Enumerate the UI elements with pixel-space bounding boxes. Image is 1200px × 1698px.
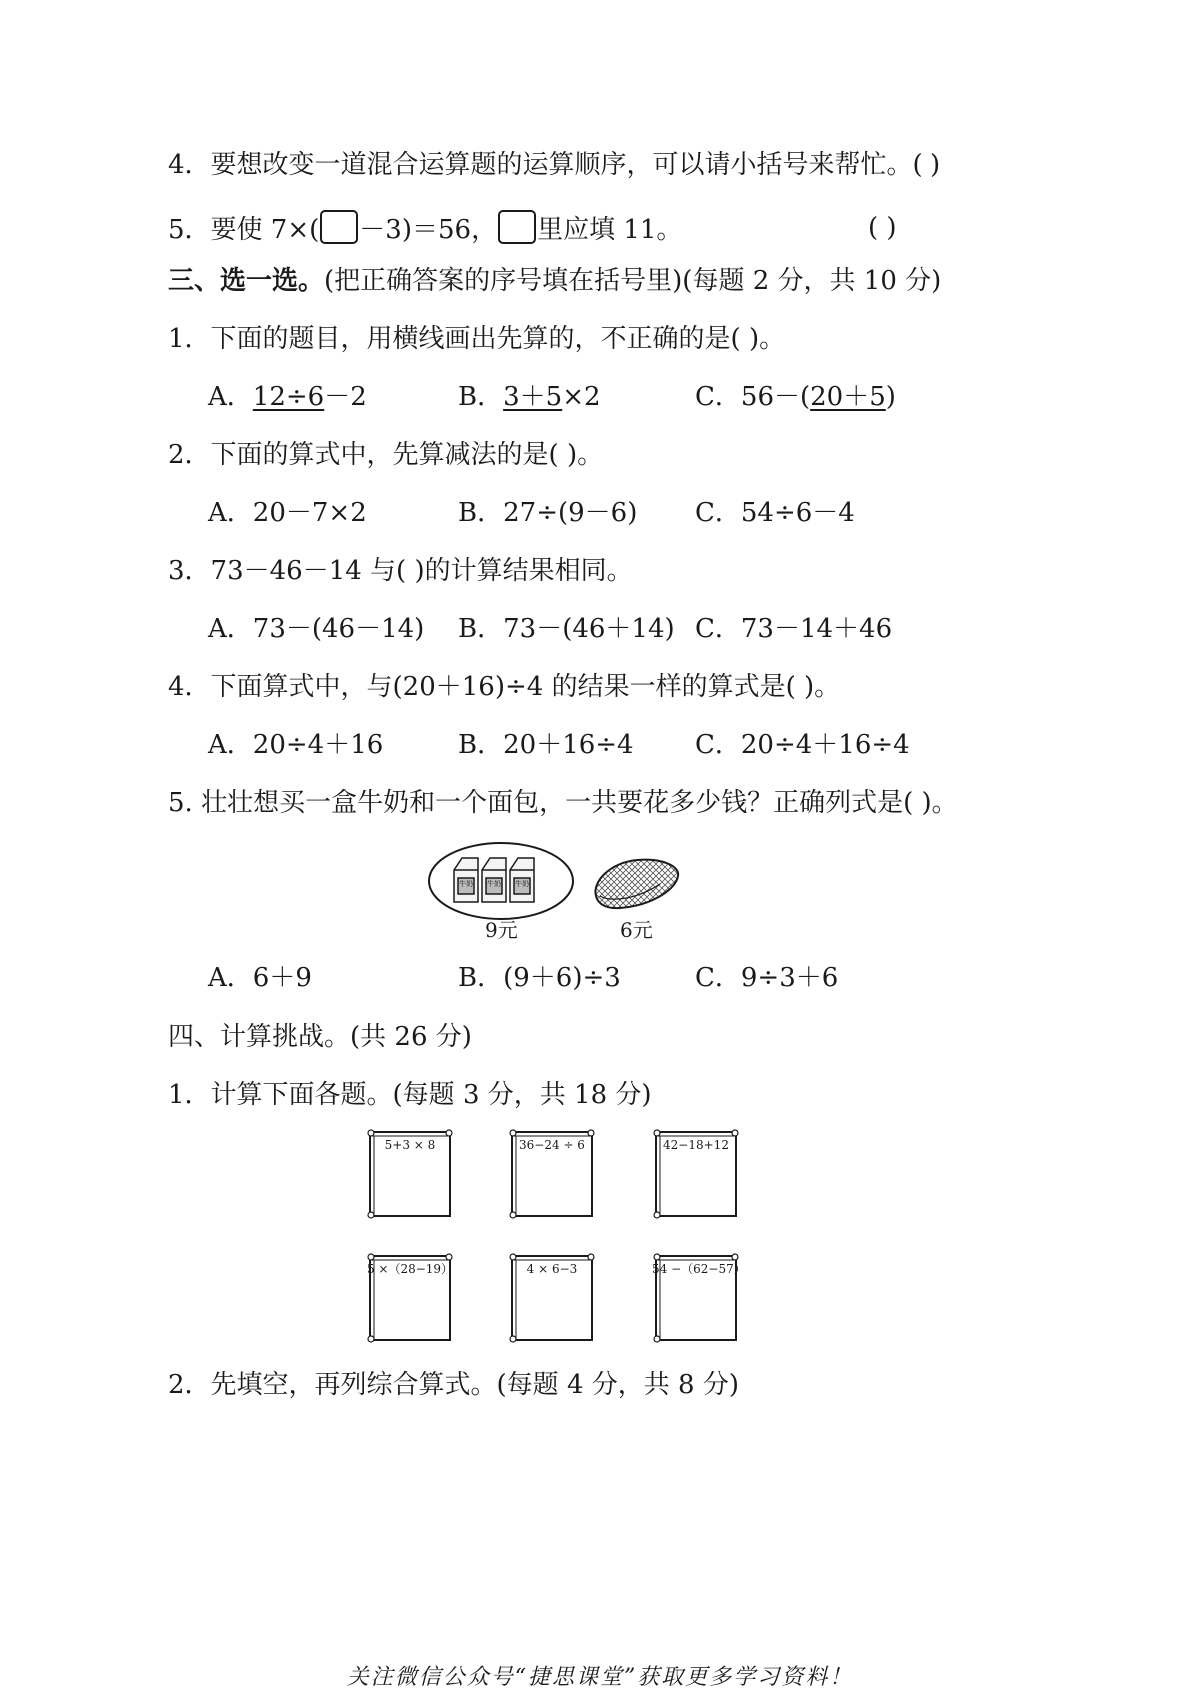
calc-question-2: 2．先填空，再列综合算式。(每题 4 分，共 8 分) [168,1370,739,1400]
answer-paren[interactable]: ( ) [868,213,897,243]
card-expression: 4 × 6−3 [526,1262,578,1276]
question-number: 4． [168,150,211,180]
underlined-part: 12÷6 [252,382,325,412]
question-text: 要想改变一道混合运算题的运算顺序，可以请小括号来帮忙。( [210,150,923,180]
section-title: 四、计算挑战。(共 26 分) [168,1022,472,1052]
bread-illustration [590,852,682,912]
question-number: 5． [168,215,211,245]
option-rest: ×2 [562,382,601,412]
option-label: B． [458,382,504,412]
milk-label: 牛奶 [487,880,501,888]
card-expression: 54 −（62−57） [652,1262,746,1276]
card-expression: 36−24 ÷ 6 [519,1138,585,1152]
footer-note: 关注微信公众号“捷思课堂”获取更多学习资料！ [346,1665,854,1690]
judge-question-4 [168,147,923,183]
card-expression: 5+3 × 8 [384,1138,436,1152]
calc-card[interactable] [508,1128,596,1220]
question-text-post: 里应填 11。 [537,215,683,245]
milk-price: 9元 [485,918,518,942]
option-c[interactable] [695,379,896,415]
option-label: A． [208,382,253,412]
option-b[interactable]: B．(9＋6)÷3 [458,963,621,993]
blank-box[interactable] [320,210,358,244]
calc-card[interactable] [508,1252,596,1344]
calc-card[interactable] [652,1128,740,1220]
question-text-mid: －3)＝56， [359,215,498,245]
option-a[interactable]: A．20－7×2 [208,498,367,528]
choice-question-1: 1．下面的题目，用横线画出先算的，不正确的是( )。 [168,324,786,354]
calc-card[interactable] [366,1128,454,1220]
choice-question-2: 2．下面的算式中，先算减法的是( )。 [168,440,604,470]
option-a[interactable] [208,379,367,415]
option-b[interactable]: B．20＋16÷4 [458,730,634,760]
choice-question-4: 4．下面算式中，与(20＋16)÷4 的结果一样的算式是( )。 [168,672,841,702]
option-b[interactable] [458,379,601,415]
answer-paren-close: ) [930,150,941,180]
bread-price: 6元 [620,918,653,942]
question-text-pre: 要使 7×( [210,215,320,245]
option-c[interactable]: C．9÷3＋6 [695,963,839,993]
card-expression: 42−18+12 [663,1138,729,1152]
option-a[interactable]: A．20÷4＋16 [208,730,384,760]
option-rest: －2 [324,382,367,412]
option-a[interactable]: A．73－(46－14) [208,614,425,644]
option-b[interactable]: B．27÷(9－6) [458,498,638,528]
section-3-heading [168,263,941,299]
choice-question-3: 3．73－46－14 与( )的计算结果相同。 [168,556,633,586]
option-post: ) [885,382,896,412]
milk-label: 牛奶 [459,880,473,888]
option-b[interactable]: B．73－(46＋14) [458,614,675,644]
section-note: (把正确答案的序号填在括号里)(每题 2 分，共 10 分) [324,266,942,296]
calc-question-1: 1．计算下面各题。(每题 3 分，共 18 分) [168,1080,652,1110]
blank-box[interactable] [498,210,536,244]
section-title: 三、选一选。 [168,266,325,296]
section-4-heading [168,1019,472,1055]
milk-icon [426,840,576,922]
calc-card[interactable] [366,1252,454,1344]
milk-label: 牛奶 [515,880,529,888]
choice-question-5: 5. 壮壮想买一盒牛奶和一个面包，一共要花多少钱？正确列式是( )。 [168,788,958,818]
option-c[interactable]: C．20÷4＋16÷4 [695,730,910,760]
bread-icon [590,852,682,912]
card-expression: 5 ×（28−19） [366,1262,454,1276]
option-a[interactable]: A．6＋9 [208,963,312,993]
option-label: C． [695,382,741,412]
calc-card[interactable] [652,1252,746,1344]
option-pre: 56－( [740,382,811,412]
option-c[interactable]: C．73－14＋46 [695,614,893,644]
milk-box-illustration [426,840,576,922]
judge-question-5 [168,210,682,248]
underlined-part: 20＋5 [810,382,886,412]
option-c[interactable]: C．54÷6－4 [695,498,855,528]
underlined-part: 3＋5 [503,382,563,412]
